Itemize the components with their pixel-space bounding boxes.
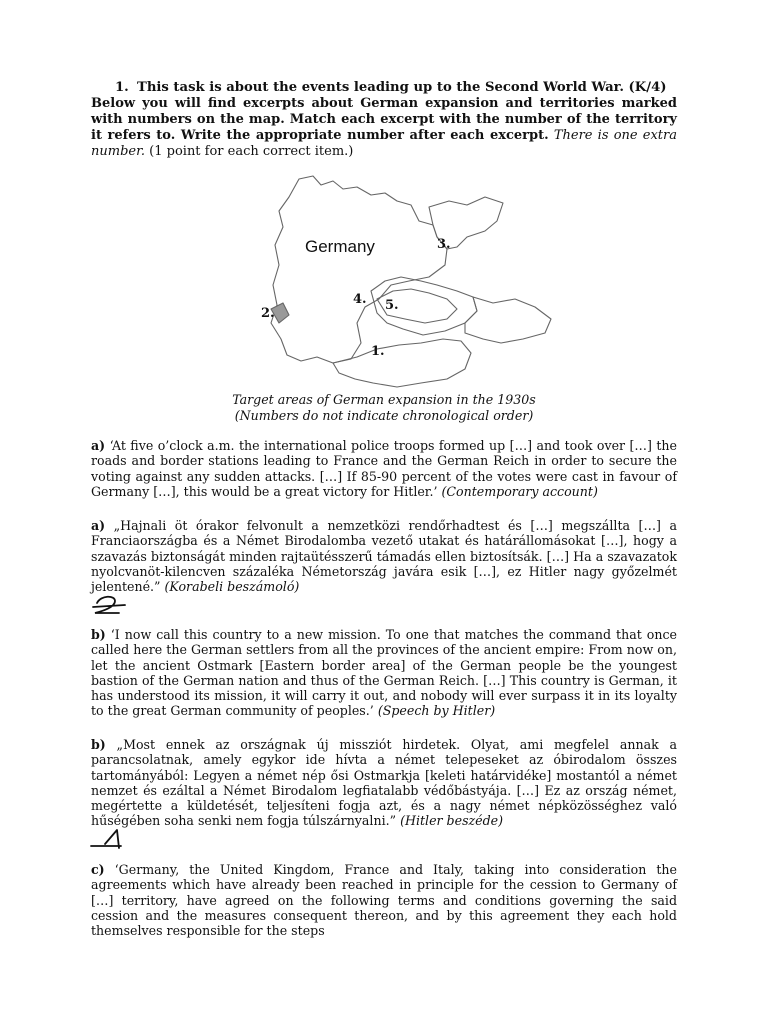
instruction-italic: There is one extra number. [91,128,677,159]
task-title [115,80,677,96]
map-marker-5: 5. [385,298,399,313]
excerpt-letter: a) [91,518,106,533]
excerpt-source: (Hitler beszéde) [400,813,504,829]
excerpt-b-en [91,627,677,719]
excerpt-text: ‘Germany, the United Kingdom, France and Italy, taking into consideration the agreements which have already been reached in principle for the cession to Germany of […] territory, have agreed on the following terms and conditions governing the said cession and the measures consequent thereon, and by this agreement they each hold themselves responsible for the steps [91,862,677,939]
excerpt-source: (Speech by Hitler) [377,703,496,719]
map-caption-line2: (Numbers do not indicate chronological order) [234,408,534,423]
excerpt-a-hu [91,518,677,594]
map-country-label: Germany [305,237,375,256]
map-marker-4: 4. [353,292,367,307]
document-page [91,80,677,939]
handwritten-answer-a [91,593,131,621]
task-instruction [91,96,677,160]
excerpt-text: „Most ennek az országnak új missziót hirdetek. Olyat, ami megfelel annak a parancsolatnak, amely egykor ide hívta a német telepeseket az óbirodalom összes tartományából: Legyen a német nép ősi Ostmarkja [keleti határvidéke] mostantól a német nemzet és ezáltal a Német Birodalom legfiatalabb védőbástyája. […] Ez az ország német, megértette a küldetését, teljesíteni fogja azt, és a nagy német népközösséghez való hűségében soha senki nem fogja túlszárnyalni.” [91,737,677,829]
excerpt-letter: a) [91,438,106,453]
map-caption [91,392,677,424]
task-title-text: This task is about the events leading up to the Second World War. (K/4) [137,80,667,95]
excerpt-text: ‘I now call this country to a new mission. To one that matches the command that once called here the German settlers from all the provinces of the ancient empire: From now on, let the ancient Ostmark [Eastern border area] of the German people be the youngest bastion of the German nation and thus of the German Reich. […] This country is German, it has understood its mission, it will carry it out, and nobody will ever surpass it in its loyalty to the great German community of peoples.’ [91,627,677,719]
excerpt-c-en [91,862,677,938]
territory-1-outline [333,339,471,387]
handwritten-four [91,828,131,852]
excerpt-source: (Korabeli beszámoló) [164,579,300,595]
germany-outline [271,176,447,363]
excerpt-letter: b) [91,627,106,642]
handwritten-answer-b [91,828,131,856]
task-number: 1. [115,80,129,95]
map-marker-1: 1. [371,344,385,359]
map-caption-line1: Target areas of German expansion in the 1930s [232,392,536,407]
germany-map [261,173,561,403]
instruction-bold: Below you will find excerpts about German expansion and territories marked with numbers on the map. Match each excerpt with the number of the territory it refers to. Write the appropriate number after each excerpt. [91,96,677,143]
excerpt-a-en [91,438,677,499]
map-marker-3: 3. [437,237,451,252]
excerpt-text: „Hajnali öt órakor felvonult a nemzetközi rendőrhadtest és […] megszállta […] a Franciaországba és a Német Birodalomba vezető utakat és határállomásokat […], hogy a szavazás biztonságát minden rajtaütésszerű támadás ellen biztosítsák. […] Ha a szavazatok nyolcvanöt-kilencven százaléka Németország javára esik […], ez Hitler nagy győzelmét jelentené.” [91,518,677,595]
slovakia-outline [465,297,551,343]
excerpt-letter: b) [91,737,106,752]
instruction-tail: (1 point for each correct item.) [149,144,354,159]
excerpt-text: ‘At five o’clock a.m. the international police troops formed up […] and took over […] the roads and border stations leading to France and the German Reich in order to secure the voting against any sudden attacks. […] If 85-90 percent of the votes were cast in favour of Germany […], this would be a great victory for Hitler.’ [91,438,677,499]
map-marker-2: 2. [261,306,275,321]
excerpt-b-hu [91,737,677,829]
excerpt-source: (Contemporary account) [441,483,598,499]
handwritten-two [91,593,131,617]
excerpt-letter: c) [91,862,105,877]
